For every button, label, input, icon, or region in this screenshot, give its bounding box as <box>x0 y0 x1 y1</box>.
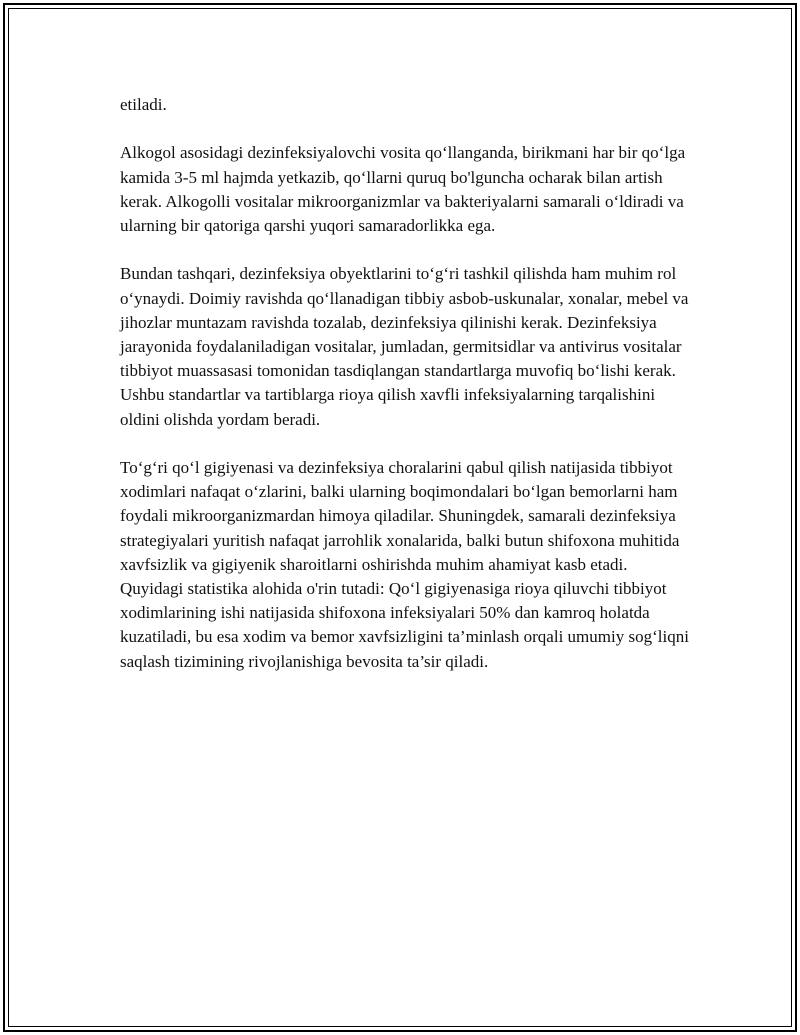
document-page <box>3 3 797 1032</box>
paragraph-hand-hygiene-results: To‘g‘ri qo‘l gigiyenasi va dezinfeksiya choralarini qabul qilish natijasida tibbiyot xodimlari nafaqat o‘zlarini, balki ularning boqimondalari bo‘lgan bemorlarni ham foydali mikroorganizmardan himoya qiladilar. Shuningdek, samarali dezinfeksiya strategiyalari yuritish nafaqat jarrohlik xonalarida, balki butun shifoxona muhitida xavfsizlik va gigiyenik sharoitlarni oshirishda muhim ahamiyat kasb etadi. Quyidagi statistika alohida o'rin tutadi: Qo‘l gigiyenasiga rioya qiluvchi tibbiyot xodimlarining ishi natijasida shifoxona infeksiyalari 50% dan kamroq holatda kuzatiladi, bu esa xodim va bemor xavfsizligini ta’minlash orqali umumiy sog‘liqni saqlash tizimining rivojlanishiga bevosita ta’sir qiladi. <box>120 458 689 671</box>
paragraph-alcohol-disinfectant: Alkogol asosidagi dezinfeksiyalovchi vosita qo‘llanganda, birikmani har bir qo‘lga kamida 3-5 ml hajmda yetkazib, qo‘llarni quruq bo'lguncha ocharak bilan artish kerak. Alkogolli vositalar mikroorganizmlar va bakteriyalarni samarali o‘ldiradi va ularning bir qatoriga qarshi yuqori samaradorlikka ega. <box>120 143 686 235</box>
paragraph-disinfection-objects: Bundan tashqari, dezinfeksiya obyektlarini to‘g‘ri tashkil qilishda ham muhim rol o‘ynaydi. Doimiy ravishda qo‘llanadigan tibbiy asbob-uskunalar, xonalar, mebel va jihozlar muntazam ravishda tozalab, dezinfeksiya qilinishi kerak. Dezinfeksiya jarayonida foydalaniladigan vositalar, jumladan, germitsidlar va antivirus vositalar tibbiyot muassasasi tomonidan tasdiqlangan standartlarga muvofiq bo‘lishi kerak. Ushbu standartlar va tartiblarga rioya qilish xavfli infeksiyalarning tarqalishini oldini olishda yordam beradi. <box>120 264 689 429</box>
document-body <box>120 93 690 698</box>
paragraph-continuation: etiladi. <box>120 95 167 114</box>
